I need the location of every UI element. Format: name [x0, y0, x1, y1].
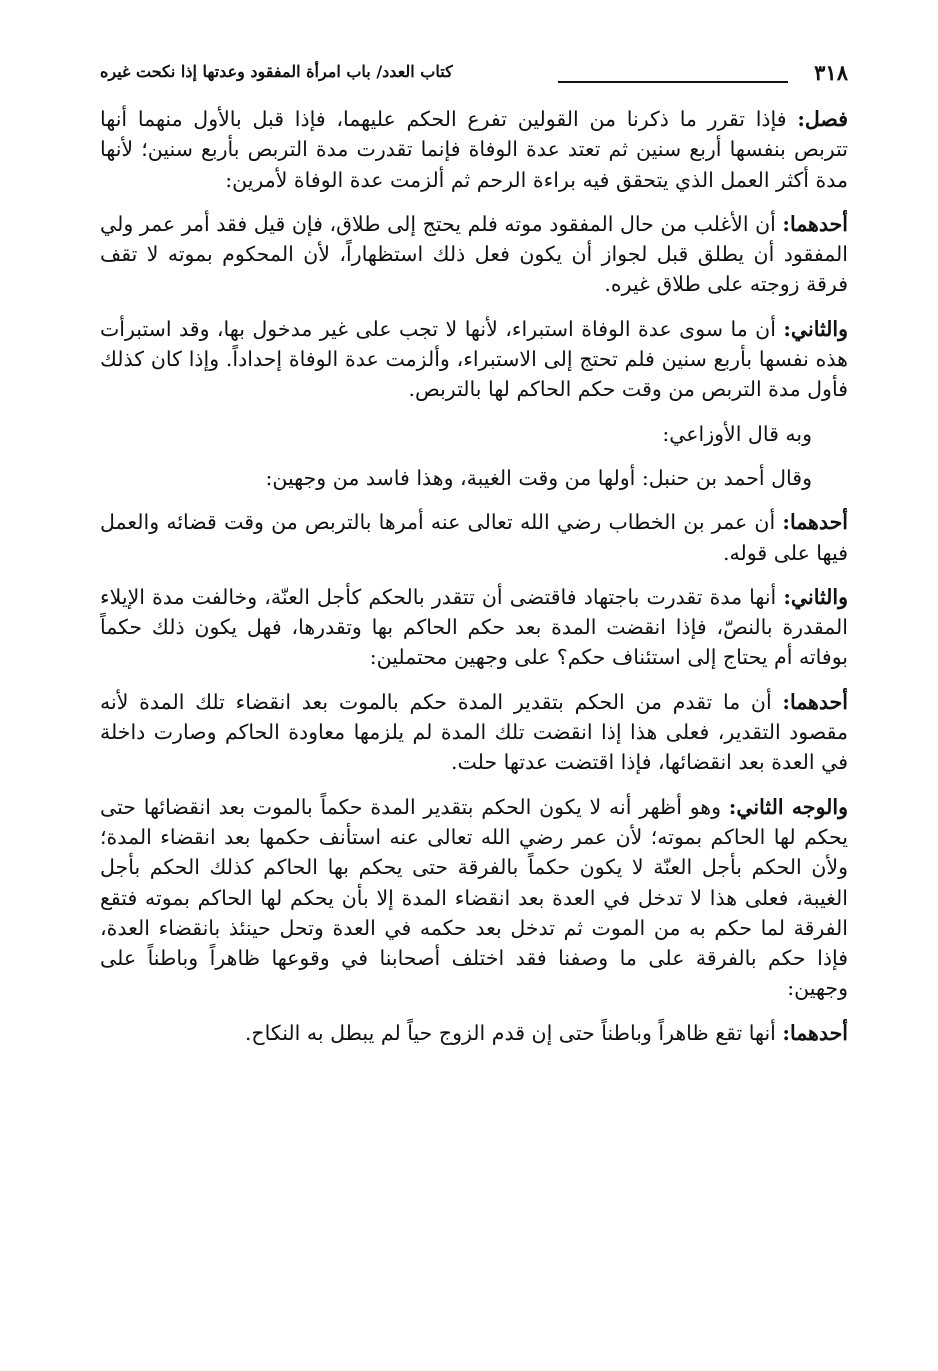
paragraph-8 — [100, 687, 848, 778]
paragraph-text: وقال أحمد بن حنبل: أولها من وقت الغيبة، وهذا فاسد من وجهين: — [265, 465, 812, 490]
paragraph-lead: أحدهما: — [782, 510, 848, 535]
paragraph-2 — [100, 209, 848, 300]
paragraph-10 — [100, 1018, 848, 1048]
paragraph-4 — [100, 419, 848, 449]
paragraph-lead: فصل: — [797, 107, 848, 131]
paragraph-text: أن عمر بن الخطاب رضي الله تعالى عنه أمرها بالتربص من وقت قضائه والعمل فيها على قوله. — [100, 510, 848, 565]
paragraph-lead: والثاني: — [783, 316, 848, 341]
paragraph-lead: والوجه الثاني: — [728, 794, 848, 819]
paragraph-7 — [100, 582, 848, 673]
running-title: كتاب العدد/ باب امرأة المفقود وعدتها إذا نكحت غيره — [100, 62, 453, 81]
page-header — [100, 58, 848, 98]
paragraph-text: أن الأغلب من حال المفقود موته فلم يحتج إلى طلاق، فإن قيل فقد أمر عمر ولي المفقود أن يطلق قبل لجواز أن يكون فعل ذلك استظهاراً، لأن المحكوم بموته لا تقف فرقة زوجته على طلاق غيره. — [100, 211, 848, 297]
body-text — [100, 104, 848, 1048]
paragraph-text: فإذا تقرر ما ذكرنا من القولين تفرع الحكم عليهما، فإذا قبل بالأول منهما أنها تتربص بنفسها أربع سنين ثم تعتد عدة الوفاة فإنما تقدرت مدة التربص بأربع سنين؛ لأنها مدة أكثر العمل الذي يتحقق فيه براءة الرحم ثم ألزمت عدة الوفاة لأمرين: — [100, 107, 848, 192]
paragraph-1 — [100, 104, 848, 195]
paragraph-text: أن ما تقدم من الحكم بتقدير المدة حكم بالموت بعد انقضاء تلك المدة لأنه مقصود التقدير، فعلى هذا إذا انقضت تلك المدة لم يلزمها معاودة الحاكم وصارت داخلة في العدة بعد انقضائها، فإذا اقتضت عدتها حلت. — [100, 689, 848, 775]
paragraph-3 — [100, 314, 848, 405]
paragraph-lead: والثاني: — [783, 584, 848, 609]
paragraph-text: أن ما سوى عدة الوفاة استبراء، لأنها لا تجب على غير مدخول بها، وقد استبرأت هذه نفسها بأربع سنين فلم تحتج إلى الاستبراء، وألزمت عدة الوفاة إحداداً. وإذا كان كذلك فأول مدة التربص من وقت حكم الحاكم لها بالتربص. — [100, 316, 848, 402]
paragraph-lead: أحدهما: — [782, 1020, 848, 1045]
paragraph-text: أنها مدة تقدرت باجتهاد فاقتضى أن تتقدر بالحكم كأجل العنّة، وخالفت مدة الإيلاء المقدرة بالنصّ، فإذا انقضت المدة بعد حكم الحاكم بها وتقدرها، فهل يكون ذلك حكماً بوفاته أم يحتاج إلى استئناف حكم؟ على وجهين محتملين: — [100, 584, 848, 670]
paragraph-text: وبه قال الأوزاعي: — [662, 421, 812, 446]
paragraph-lead: أحدهما: — [782, 689, 848, 714]
paragraph-text: أنها تقع ظاهراً وباطناً حتى إن قدم الزوج حياً لم يبطل به النكاح. — [244, 1020, 783, 1045]
paragraph-9 — [100, 792, 848, 1004]
paragraph-6 — [100, 507, 848, 568]
paragraph-lead: أحدهما: — [782, 211, 848, 236]
paragraph-text: وهو أظهر أنه لا يكون الحكم بتقدير المدة حكماً بالموت بعد انقضائها حتى يحكم لها الحاكم بموته؛ لأن عمر رضي الله تعالى عنه استأنف حكمها بعد انقضاء المدة؛ ولأن الحكم بأجل العنّة لا يكون حكماً بالفرقة حتى يحكم بها الحاكم كذلك الحكم بأجل الغيبة، فعلى هذا لا تدخل في العدة بعد انقضاء المدة إلا بأن يحكم لها الحاكم بموته فتقع الفرقة لما حكم به من الموت ثم تدخل بعد حكمه في العدة وتحل حينئذ بانقضاء العدة، فإذا حكم بالفرقة على ما وصفنا فقد اختلف أصحابنا في وقوعها ظاهراً وباطناً على وجهين: — [100, 794, 848, 1001]
header-rule — [558, 81, 788, 83]
page-number: ٣١٨ — [814, 60, 848, 85]
paragraph-5 — [100, 463, 848, 493]
